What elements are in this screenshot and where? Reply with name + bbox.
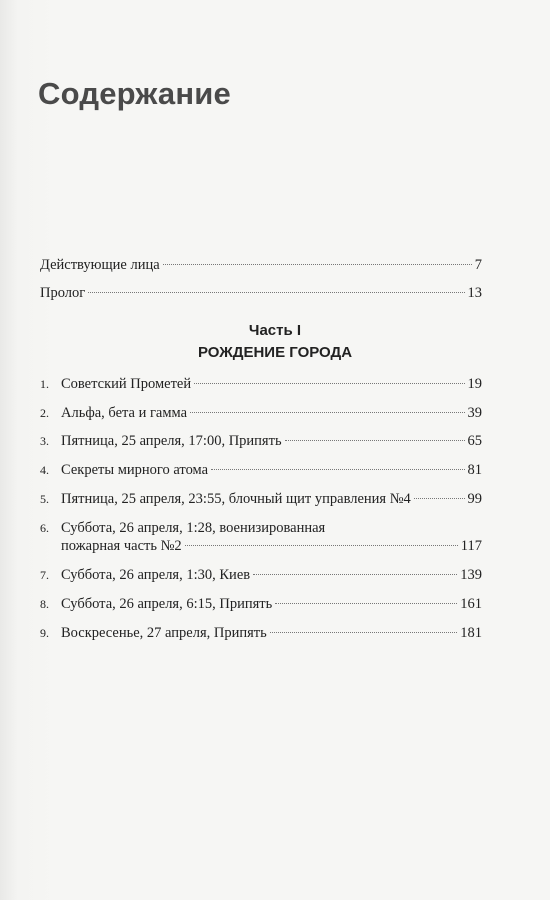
toc-entry-label: Действующие лица [40,257,160,273]
chapter-number: 1. [40,377,49,391]
chapter-title: Воскресенье, 27 апреля, Припять [61,625,267,641]
chapter-page: 39 [467,405,482,421]
chapter-page: 139 [460,567,482,583]
chapter-title: Суббота, 26 апреля, 6:15, Припять [61,596,273,612]
dot-leader [185,545,458,546]
chapter-page: 65 [467,433,482,449]
chapter-number: 7. [40,568,49,582]
chapter-number: 3. [40,434,49,448]
dot-leader [163,264,472,265]
dot-leader [211,469,464,470]
chapter-page: 81 [467,462,482,478]
dot-leader [285,440,465,441]
chapter-entry [40,490,482,508]
chapter-title: Суббота, 26 апреля, 1:30, Киев [61,567,251,583]
dot-leader [414,498,465,499]
chapter-entry [40,461,482,479]
chapter-page: 117 [460,538,482,554]
toc-entry [40,284,482,302]
part-title: РОЖДЕНИЕ ГОРОДА [197,344,353,361]
toc-entry [40,256,482,274]
chapter-title: Суббота, 26 апреля, 1:28, военизированная [61,520,326,536]
chapter-title-continued: пожарная часть №2 [61,538,182,554]
chapter-title: Секреты мирного атома [61,462,209,478]
chapter-entry [40,595,482,613]
part-number: Часть I [248,322,302,339]
chapter-entry [40,404,482,422]
chapter-page: 181 [460,625,482,641]
chapter-entry [40,375,482,393]
chapter-number: 5. [40,492,49,506]
chapter-page: 99 [467,491,482,507]
chapter-page: 19 [467,376,482,392]
chapter-title: Советский Прометей [61,376,192,392]
dot-leader [194,383,464,384]
dot-leader [190,412,464,413]
chapter-number: 2. [40,406,49,420]
dot-leader [275,603,457,604]
chapter-number: 9. [40,626,49,640]
chapter-number: 6. [40,521,49,535]
chapter-page: 161 [460,596,482,612]
toc-entry-label: Пролог [40,285,86,301]
chapter-title: Альфа, бета и гамма [61,405,188,421]
dot-leader [270,632,458,633]
chapter-entry [40,432,482,450]
chapter-entry [40,624,482,642]
toc-entry-page: 7 [474,257,482,273]
dot-leader [88,292,464,293]
chapter-entry [40,566,482,584]
chapter-title: Пятница, 25 апреля, 23:55, блочный щит управления №4 [61,491,411,507]
chapter-number: 4. [40,463,49,477]
dot-leader [253,574,457,575]
toc-entry-page: 13 [467,285,482,301]
chapter-title: Пятница, 25 апреля, 17:00, Припять [61,433,282,449]
page-title: Содержание [38,76,231,111]
chapter-entry [40,519,482,555]
chapter-number: 8. [40,597,49,611]
